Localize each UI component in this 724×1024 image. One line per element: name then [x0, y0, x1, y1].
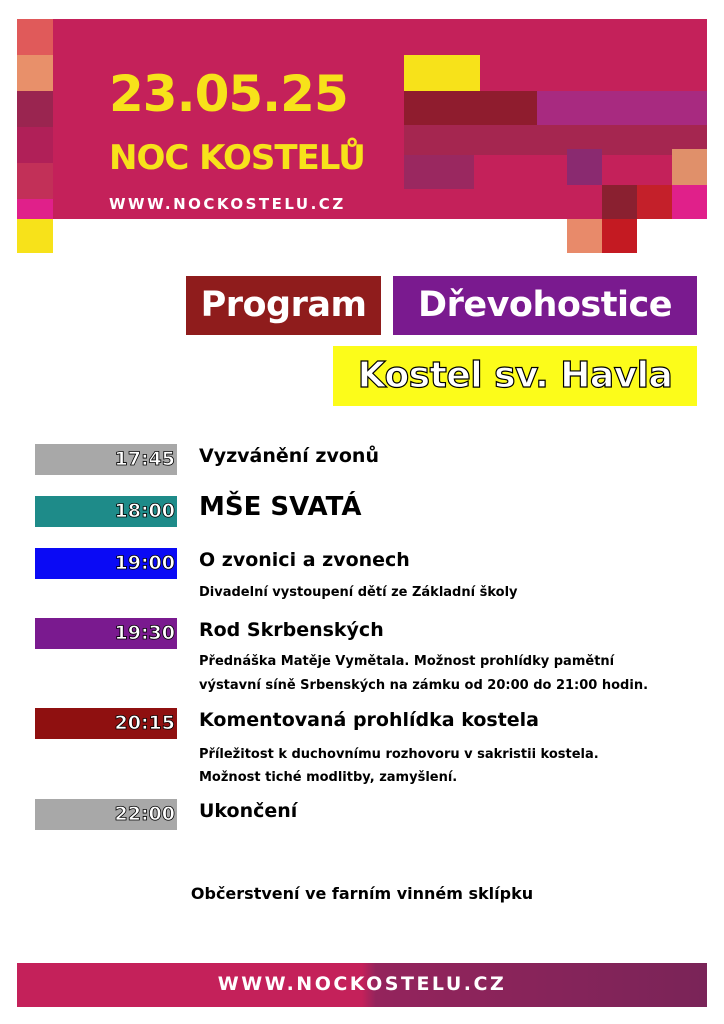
event-item-title: Vyzvánění zvonů [199, 445, 379, 467]
mosaic-tile [17, 91, 53, 127]
mosaic-tile [637, 185, 672, 219]
event-title: NOC KOSTELŮ [109, 138, 365, 178]
event-item-desc: Možnost tiché modlitby, zamyšlení. [199, 770, 458, 785]
mosaic-tile [672, 185, 707, 219]
mosaic-tile [537, 91, 707, 125]
refreshment-note: Občerstvení ve farním vinném sklípku [190, 884, 534, 903]
mosaic-tile [17, 219, 53, 253]
time-badge: 18:00 [35, 496, 177, 527]
mosaic-tile [17, 19, 53, 55]
church-name: Kostel sv. Havla [333, 346, 697, 406]
time-badge: 19:00 [35, 548, 177, 579]
header-url: WWW.NOCKOSTELU.CZ [109, 195, 346, 213]
time-badge: 17:45 [35, 444, 177, 475]
event-item-title: O zvonici a zvonech [199, 549, 410, 571]
event-item-title: MŠE SVATÁ [199, 492, 362, 522]
event-date: 23.05.25 [109, 65, 348, 123]
event-item-title: Ukončení [199, 800, 298, 822]
event-item-desc: Divadelní vystoupení dětí ze Základní školy [199, 585, 518, 600]
footer-bar [17, 963, 707, 1007]
place-name: Dřevohostice [393, 276, 697, 335]
mosaic-tile [404, 91, 537, 125]
time-badge: 20:15 [35, 708, 177, 739]
mosaic-tile [602, 185, 637, 219]
mosaic-tile [602, 219, 637, 253]
time-badge: 19:30 [35, 618, 177, 649]
header-banner [17, 19, 707, 219]
mosaic-tile [567, 219, 602, 253]
mosaic-tile [404, 125, 707, 155]
mosaic-tile [404, 55, 480, 91]
mosaic-tile [17, 163, 53, 199]
event-item-title: Komentovaná prohlídka kostela [199, 709, 539, 731]
time-badge: 22:00 [35, 799, 177, 830]
mosaic-tile [17, 199, 53, 219]
mosaic-tile [17, 127, 53, 163]
event-item-title: Rod Skrbenských [199, 619, 384, 641]
program-label: Program [186, 276, 381, 335]
event-item-desc: Příležitost k duchovnímu rozhovoru v sakristii kostela. [199, 747, 599, 762]
mosaic-tile [404, 155, 474, 189]
footer-url[interactable]: WWW.NOCKOSTELU.CZ [217, 973, 507, 995]
event-item-desc: Přednáška Matěje Vymětala. Možnost prohlídky pamětní [199, 654, 615, 669]
mosaic-tile [672, 149, 707, 185]
mosaic-tile [567, 149, 602, 185]
mosaic-tile [17, 55, 53, 91]
event-item-desc: výstavní síně Srbenských na zámku od 20:00 do 21:00 hodin. [199, 678, 649, 693]
